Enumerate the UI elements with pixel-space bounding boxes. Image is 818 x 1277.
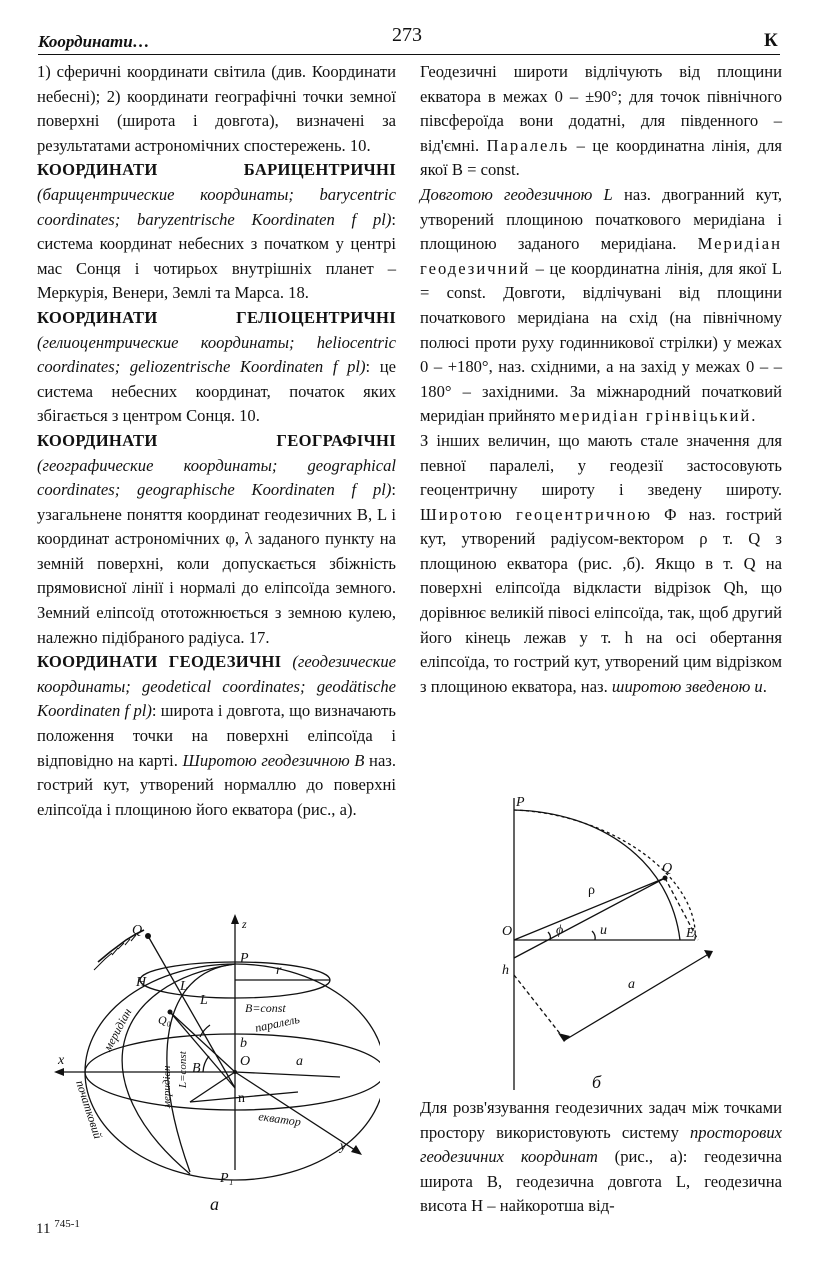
label-a: a	[628, 977, 635, 992]
sheet-number: 11	[36, 1221, 51, 1237]
label-b-const: B=const	[245, 1001, 286, 1015]
latitude-range-paragraph	[420, 60, 782, 183]
meridian-term: Меридіан геодезичний	[420, 234, 782, 278]
label-meridian2: меридіан	[161, 1065, 173, 1108]
entry-terms: (гелиоцентрические координаты; heliocentric coordinates; geliozentrische Koordinaten f pl)	[37, 332, 396, 377]
entry-terms: (географические координаты; geographical coordinates; geographische Koordinaten f pl)	[37, 455, 396, 500]
figure-b-caption: б	[592, 1072, 602, 1090]
entry-text: : система координат небесних з початком у центрі мас Сонця і чотирьох внутрішніх планет – Меркурія, Венери, Землі та Марса. 18.	[37, 209, 396, 303]
spatial-coordinates-paragraph	[420, 1096, 782, 1219]
label-e: E	[686, 926, 695, 941]
label-h: H	[136, 975, 147, 990]
label-n: n	[238, 1091, 245, 1106]
label-q0: Q₀	[158, 1013, 171, 1027]
page-number: 273	[392, 24, 422, 46]
latitude-term: Широтою геодезичною B	[182, 750, 365, 770]
signature-mark	[36, 1218, 80, 1238]
a-segment	[565, 952, 712, 1040]
geocentric-term: Широтою геоцентричною Φ	[420, 504, 679, 524]
reduced-latitude-term: широтою зведеною u	[611, 676, 763, 696]
label-l1: L	[180, 979, 188, 994]
greenwich-term: меридіан грінвіцький	[559, 406, 752, 426]
geocentric-paragraph: З інших величин, що мають стале значення для певної паралелі, у геодезії застосовують геоцентричну широту і зведену широту. Широтою геоцентричною Φ наз. гострий кут, утворений радіусом-вектором ρ т. Q з площиною екватора (рис. ,б). Якщо в т. Q на поверхні еліпсоїда відкласти відрізок Qh, що дорівнює великій півосі еліпсоїда, так, щоб другий його кінець лежав у т. h на осі обертання еліпсоїда, то гострий кут, утворений цим відрізком з площиною екватора, наз. широтою зведеною u.	[420, 430, 782, 696]
label-u: u	[600, 923, 607, 938]
label-q: Q	[132, 923, 143, 938]
print-code: 745-1	[54, 1218, 80, 1230]
paragraph-text: – це координатна лінія, для якої B = const.	[420, 135, 782, 180]
entry-geodetic	[37, 650, 396, 822]
entry-text: : широта і довгота, що визначають положення точки на поверхні еліпсоїда і відповідно на карті.	[37, 701, 396, 770]
label-a: a	[296, 1054, 303, 1069]
continued-paragraph: 1) сферичні координати світила (див. Координати небесні); 2) координати географічні точки земної поверхні (широта і довгота), визначені за результатами астрономічних спостережень. 10.	[37, 62, 396, 155]
running-header: Координати…	[38, 32, 150, 51]
longitude-term: Довготою геодезичною L	[420, 184, 613, 204]
label-o: O	[502, 924, 513, 939]
label-equator: екватор	[257, 1109, 302, 1129]
entry-text: : це система небесних координат, початок яких збігається з центром Сонця. 10.	[37, 357, 396, 426]
paragraph-text: (рис., а): геодезична широта B, геодезична довгота L, геодезична висота H – найкоротша від-	[420, 1147, 782, 1216]
label-q: Q	[662, 861, 673, 876]
label-rho: ρ	[588, 883, 595, 898]
paragraph-text: наз. гострий кут, утворений радіусом-вектором ρ т. Q з площиною екватора (рис. ,б). Якщо в т. Q на поверхні еліпсоїда відкласти відрізок Qh, що дорівнює великій півосі еліпсоїда, так, щоб другий його кінець лежав у т. h на осі обертання еліпсоїда, то гострий кут, утворений цим відрізком з площиною екватора, наз.	[420, 504, 782, 696]
spatial-term: просторових геодезичних координат	[420, 1122, 782, 1167]
label-p1: P₁	[220, 1171, 234, 1186]
entry-geographic	[37, 429, 396, 650]
entry-title: КООРДИНАТИ БАРИЦЕНТРИЧНІ	[37, 160, 396, 180]
label-parallel: паралель	[253, 1011, 301, 1035]
entry-barycentric	[37, 158, 396, 306]
label-b-angle: B	[192, 1061, 201, 1076]
figure-a-caption: а	[210, 1194, 219, 1212]
entry-title: КООРДИНАТИ ГЕОДЕЗИЧНІ	[37, 652, 282, 672]
paragraph-text: наз. двогранний кут, утворений площиною початкового меридіана і площиною заданого меридіана.	[420, 184, 782, 254]
entry-text: : узагальнене поняття координат геодезичних B, L і координат астрономічних φ, λ заданого пункту на земній поверхні, коли допускається збіжність прямовисної лінії і нормалі до еліпсоїда земного. Земний еліпсоїд ототожнюється з земною кулею, належно підібраного радіуса. 17.	[37, 480, 396, 647]
label-p: P	[516, 795, 525, 810]
paragraph-text: – це координатна лінія, для якої L = const. Довготи, відлічувані від площини початкового меридіана на схід (на північному полюсі проти руху годинникової стрілки) у межах 0 – +180°, наз. східними, а на захід у межах 0 – –180° – західними. За міжнародний початковий меридіан прийнято	[420, 258, 782, 426]
label-r: r	[276, 963, 282, 978]
left-column	[37, 60, 396, 822]
ellipse-arc	[514, 810, 680, 940]
figure-a-ellipsoid	[40, 912, 380, 1212]
entry-terms: (барицентрические координаты; barycentric coordinates; baryzentrische Koordinaten f pl)	[37, 184, 396, 229]
label-initial: початковий	[73, 1078, 106, 1141]
longitude-paragraph: Довготою геодезичною L наз. двогранний кут, утворений площиною початкового меридіана і площиною заданого меридіана. Меридіан геодезичний – це координатна лінія, для якої L = const. Довготи, відлічувані від площини початкового меридіана на схід (на північному полюсі проти руху годинникової стрілки) у межах 0 – +180°, наз. східними, а на захід у межах 0 – –180° – західними. За міжнародний початковий меридіан прийнято меридіан грінвіцький.	[420, 184, 782, 426]
right-column	[420, 60, 782, 699]
entry-terms: (геодезические координаты; geodetical coordinates; geodätische Koordinaten f pl)	[37, 652, 396, 721]
label-phi: ϕ	[556, 923, 564, 938]
label-p: P	[240, 951, 249, 966]
figure-b-section	[480, 790, 740, 1090]
paragraph-text: Геодезичні широти відлічують від площини екватора в межах 0 – ±90°; для точок північного півсфероїда вони додатні, для південного – від'ємні.	[420, 62, 782, 155]
latitude-definition: наз. гострий кут, утворений нормаллю до поверхні еліпсоїда і площиною його екватора (рис., а).	[37, 750, 397, 819]
label-meridian: меридіан	[100, 1005, 135, 1054]
label-h: h	[502, 963, 509, 978]
entry-title: КООРДИНАТИ ГЕОГРАФІЧНІ	[37, 430, 396, 450]
right-column-bottom	[420, 1096, 782, 1219]
header-rule	[38, 54, 780, 55]
paragraph-text: З інших величин, що мають стале значення для певної паралелі, у геодезії застосовують геоцентричну широту і зведену широту.	[420, 430, 782, 500]
label-b: b	[240, 1036, 247, 1051]
entry-title: КООРДИНАТИ ГЕЛІОЦЕНТРИЧНІ	[37, 307, 396, 327]
label-l-const: L=const	[177, 1051, 189, 1088]
label-o: O	[240, 1054, 251, 1069]
label-y: y	[340, 1139, 347, 1154]
parallel-term: Паралель	[486, 135, 570, 155]
label-z: z	[242, 917, 247, 931]
label-x: x	[58, 1053, 65, 1068]
entry-heliocentric	[37, 306, 396, 429]
label-l2: L	[200, 993, 208, 1008]
paragraph-text: Для розв'язування геодезичних задач між точками простору використовують систему	[420, 1098, 782, 1142]
section-letter: К	[764, 30, 778, 51]
